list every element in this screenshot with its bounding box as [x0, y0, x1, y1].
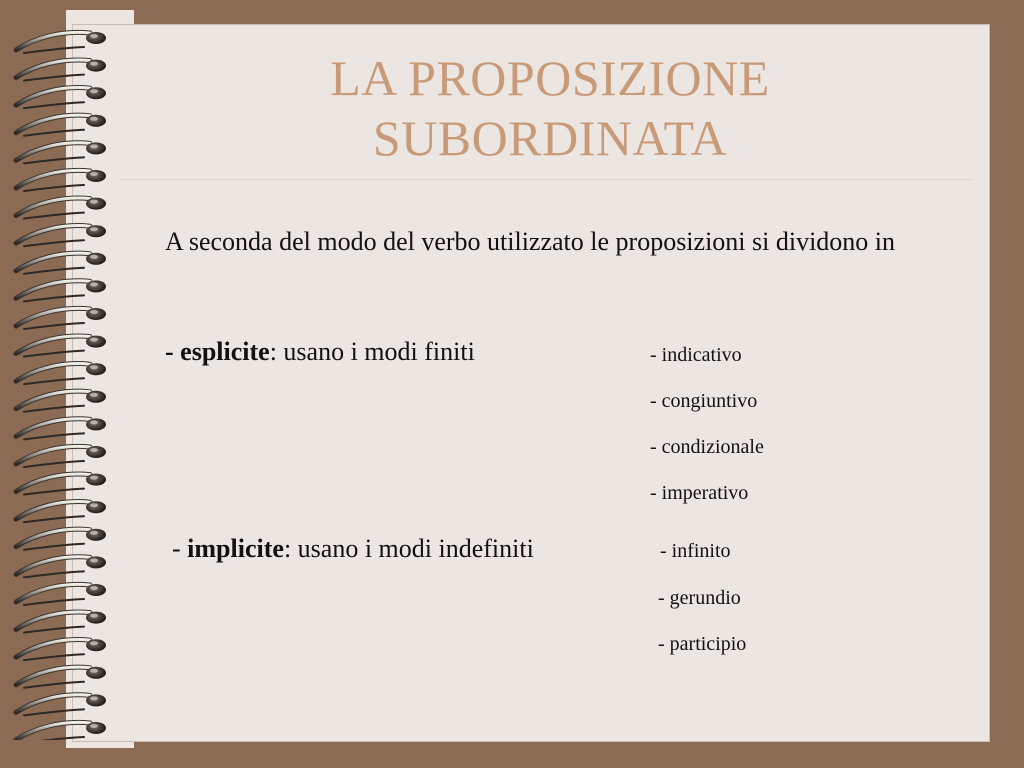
mode-item: - condizionale [650, 436, 764, 458]
spiral-coil [16, 556, 106, 577]
spiral-coil [16, 474, 106, 495]
spiral-coil [16, 418, 106, 439]
spiral-coil [16, 612, 106, 633]
spiral-coil [16, 198, 106, 219]
mode-item: - indicativo [650, 344, 742, 366]
intro-text: A seconda del modo del verbo utilizzato le proposizioni si dividono in [165, 227, 896, 256]
mode-item: - congiuntivo [650, 390, 758, 412]
spiral-coil [16, 170, 106, 191]
title-divider [120, 179, 972, 180]
slide-title [300, 48, 800, 168]
implicite-line [172, 533, 534, 565]
esplicite-dash: - [165, 337, 181, 366]
spiral-coil [16, 391, 106, 412]
spiral-coil [16, 87, 106, 108]
spiral-coil [16, 446, 106, 467]
spiral-coil [16, 115, 106, 136]
implicite-dash: - [172, 534, 188, 563]
spiral-coil [16, 60, 106, 81]
spiral-coil [16, 253, 106, 274]
spiral-coil [16, 280, 106, 301]
spiral-coil [16, 308, 106, 329]
spiral-coil [16, 225, 106, 246]
esplicite-term: esplicite [180, 337, 270, 366]
mode-item: - infinito [660, 540, 731, 562]
esplicite-line [165, 336, 475, 368]
title-line-2: SUBORDINATA [372, 110, 728, 166]
spiral-coil [16, 501, 106, 522]
spiral-coil [16, 32, 106, 53]
implicite-term: implicite [187, 534, 284, 563]
spiral-coil [16, 336, 106, 357]
spiral-coil [16, 722, 106, 740]
esplicite-description: : usano i modi finiti [269, 337, 475, 366]
title-line-1: LA PROPOSIZIONE [330, 50, 770, 106]
spiral-coil [16, 363, 106, 384]
spiral-coil [16, 694, 106, 715]
mode-item: - imperativo [650, 482, 749, 504]
spiral-coil [16, 584, 106, 605]
spiral-coil [16, 667, 106, 688]
mode-item: - participio [658, 633, 747, 655]
implicite-description: : usano i modi indefiniti [283, 534, 534, 563]
spiral-coil [16, 639, 106, 660]
spiral-coil [16, 529, 106, 550]
spiral-binding [8, 28, 118, 740]
spiral-coil [16, 142, 106, 163]
mode-item: - gerundio [658, 587, 741, 609]
